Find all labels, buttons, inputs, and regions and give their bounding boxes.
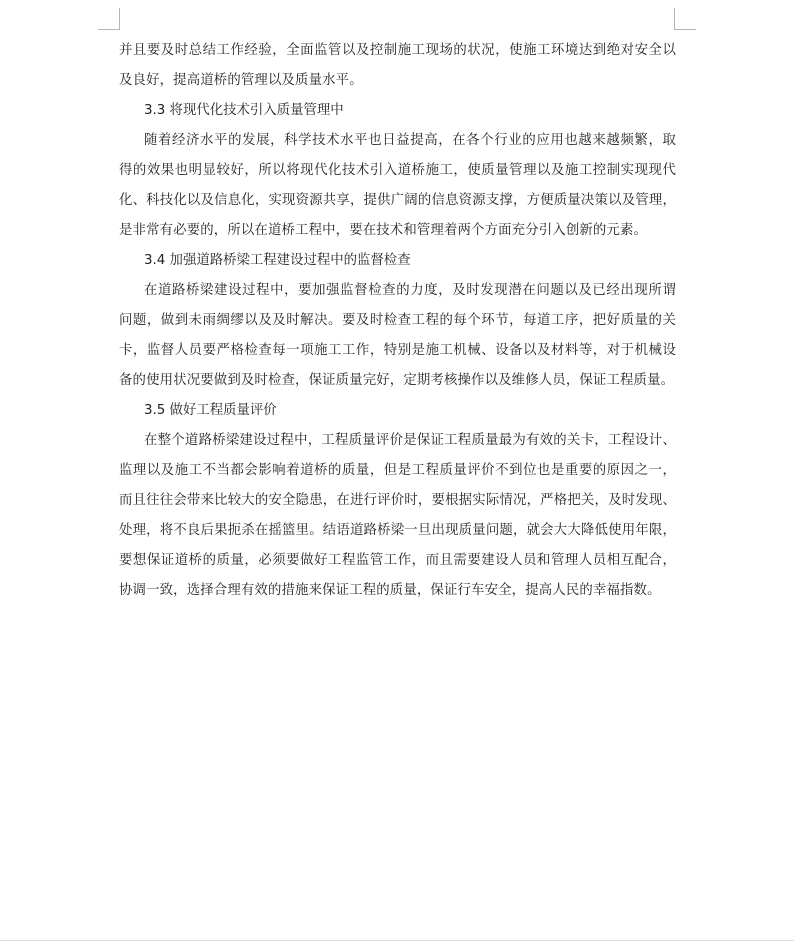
paragraph-line: 而且往往会带来比较大的安全隐患，在进行评价时，要根据实际情况，严格把关，及时发现、 <box>119 493 676 508</box>
section-heading-3-4: 3.4 加强道路桥梁工程建设过程中的监督检查 <box>144 253 411 268</box>
document-body <box>119 36 676 606</box>
paragraph-line: 监理以及施工不当都会影响着道桥的质量，但是工程质量评价不到位也是重要的原因之一， <box>119 463 676 478</box>
paragraph-line: 及良好，提高道桥的管理以及质量水平。 <box>119 73 363 88</box>
paragraph-line: 随着经济水平的发展，科学技术水平也日益提高，在各个行业的应用也越来越频繁，取 <box>144 133 676 148</box>
paragraph-line: 协调一致，选择合理有效的措施来保证工程的质量，保证行车安全，提高人民的幸福指数。 <box>119 583 661 598</box>
paragraph-line: 化、科技化以及信息化，实现资源共享，提供广阔的信息资源支撑，方便质量决策以及管理， <box>119 193 676 208</box>
paragraph-line: 要想保证道桥的质量，必须要做好工程监管工作，而且需要建设人员和管理人员相互配合， <box>119 553 676 568</box>
margin-corner-mark-top-left <box>98 8 120 30</box>
paragraph-line: 在道路桥梁建设过程中，要加强监督检查的力度，及时发现潜在问题以及已经出现所谓 <box>144 283 676 298</box>
paragraph-line: 得的效果也明显较好，所以将现代化技术引入道桥施工，使质量管理以及施工控制实现现代 <box>119 163 676 178</box>
section-heading-3-3: 3.3 将现代化技术引入质量管理中 <box>144 103 344 118</box>
margin-corner-mark-top-right <box>674 8 696 30</box>
paragraph-line: 问题，做到未雨绸缪以及及时解决。要及时检查工程的每个环节，每道工序，把好质量的关 <box>119 313 676 328</box>
page-bottom-edge <box>0 940 794 941</box>
paragraph-line: 是非常有必要的，所以在道桥工程中，要在技术和管理着两个方面充分引入创新的元素。 <box>119 223 648 238</box>
paragraph-line: 处理，将不良后果扼杀在摇篮里。结语道路桥梁一旦出现质量问题，就会大大降低使用年限， <box>119 523 676 538</box>
paragraph-line: 在整个道路桥梁建设过程中，工程质量评价是保证工程质量最为有效的关卡，工程设计、 <box>144 433 676 448</box>
paragraph-line: 卡，监督人员要严格检查每一项施工工作，特别是施工机械、设备以及材料等，对于机械设 <box>119 343 676 358</box>
paragraph-line: 并且要及时总结工作经验，全面监管以及控制施工现场的状况，使施工环境达到绝对安全以 <box>119 43 676 58</box>
paragraph-line: 备的使用状况要做到及时检查，保证质量完好，定期考核操作以及维修人员，保证工程质量。 <box>119 373 675 388</box>
section-heading-3-5: 3.5 做好工程质量评价 <box>144 403 277 418</box>
